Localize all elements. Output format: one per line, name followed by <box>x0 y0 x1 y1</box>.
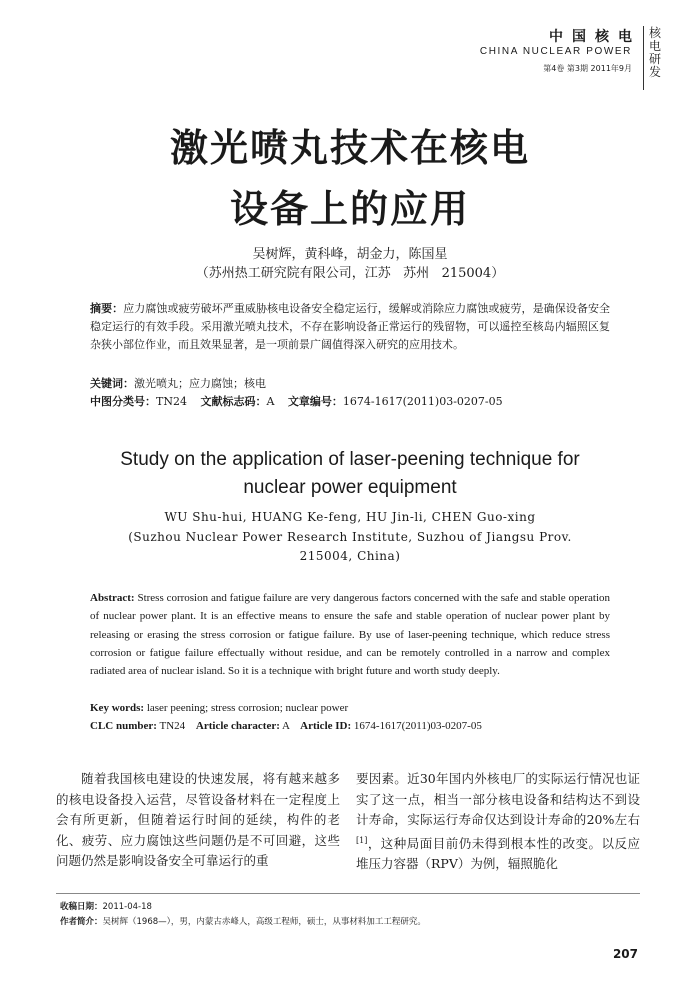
title-en-line1: Study on the application of laser-peening technique for <box>120 449 580 470</box>
page-number: 207 <box>612 947 638 961</box>
issue-info: 第4卷 第3期 2011年9月 <box>543 64 632 73</box>
body-column-right <box>356 769 640 875</box>
footnote-divider <box>56 893 640 894</box>
authors-cn: 吴树辉，黄科峰，胡金力，陈国星 <box>252 247 448 262</box>
clc-en-value: TN24 <box>159 720 186 732</box>
section-label-char: 核 <box>648 26 661 40</box>
article-no-cn-value: 1674-1617(2011)03-0207-05 <box>342 395 503 408</box>
clc-en-label: CLC number: <box>90 720 157 732</box>
keywords-en <box>90 699 348 717</box>
article-char-en-label: Article character: <box>195 720 280 732</box>
section-label-char: 电 <box>648 39 661 53</box>
abstract-en-text: Stress corrosion and fatigue failure are very dangerous factors concerned with the safe and stable operation of nuclear power plant. It is an effective means to ensure the safe and stable operation of nuclear power plant by releasing or erasing the stress corrosion or fatigue failure. By use of laser-peening technique, which reduce stress corrosion or fatigue failure effectually without residue, and can be remotely controlled in a narrow and complex radiated area of nuclear island. So it is a technique with bright future and worth study deeply. <box>90 592 610 678</box>
abstract-cn-text: 应力腐蚀或疲劳破坏严重威胁核电设备安全稳定运行，缓解或消除应力腐蚀或疲劳，是确保设备安全稳定运行的有效手段。采用激光喷丸技术，不存在影响设备正常运行的残留物，可以遥控至核岛内辐照区复杂狭小部位作业，而且效果显著，是一项前景广阔值得深入研究的应用技术。 <box>90 302 611 351</box>
doc-code-cn-label: 文献标志码： <box>200 395 267 408</box>
footnote-received <box>60 900 152 912</box>
title-en-line2: nuclear power equipment <box>243 477 457 498</box>
citation-ref[interactable]: [1] <box>356 835 368 845</box>
abstract-cn <box>90 300 610 354</box>
journal-name-cn: 中国核电 <box>549 29 641 45</box>
title-cn-line2: 设备上的应用 <box>229 186 470 231</box>
abstract-en <box>90 589 610 680</box>
affiliation-en-line2: 215004, China) <box>299 549 401 563</box>
keywords-cn-label: 关键词： <box>90 377 134 390</box>
keywords-cn <box>90 375 266 393</box>
keywords-cn-text: 激光喷丸；应力腐蚀；核电 <box>134 377 266 390</box>
abstract-en-label: Abstract: <box>90 592 135 604</box>
classification-en <box>90 717 482 735</box>
body-column-left: 随着我国核电建设的快速发展，将有越来越多的核电设备投入运营，尽管设备材料在一定程度上会有所更新，但随着运行时间的延续，构件的老化、疲劳、应力腐蚀这些问题仍是不可回避，这些问题仍然是影响设备安全可靠运行的重 <box>56 771 340 868</box>
header-divider <box>643 26 644 90</box>
footnote-author <box>60 915 426 927</box>
section-label-char: 研 <box>648 52 661 66</box>
journal-name-en: CHINA NUCLEAR POWER <box>479 46 632 57</box>
clc-cn-label: 中图分类号： <box>90 395 156 408</box>
affiliation-cn: （苏州热工研究院有限公司，江苏 苏州 215004） <box>195 266 505 281</box>
author-bio-text: 吴树辉（1968—），男，内蒙古赤峰人，高级工程师，硕士，从事材料加工工程研究。 <box>102 917 426 927</box>
section-label-vertical <box>648 27 662 79</box>
affiliation-en-line1: (Suzhou Nuclear Power Research Institute, Suzhou of Jiangsu Prov. <box>128 530 572 544</box>
body-right-text-1: 要因素。近30年国内外核电厂的实际运行情况也证实了这一点，相当一部分核电设备和结构达不到设计寿命，实际运行寿命仅达到设计寿命的20%左右 <box>356 771 640 827</box>
received-date: 2011-04-18 <box>102 902 152 912</box>
doc-code-cn-value: A <box>266 395 275 408</box>
author-bio-label: 作者简介： <box>60 917 103 927</box>
body-right-text-2: ，这种局面目前仍未得到根本性的改变。以反应堆压力容器（RPV）为例，辐照脆化 <box>356 835 640 872</box>
article-id-en-value: 1674-1617(2011)03-0207-05 <box>353 720 482 732</box>
article-char-en-value: A <box>282 720 290 732</box>
section-label-char: 发 <box>648 65 661 79</box>
keywords-en-text: laser peening; stress corrosion; nuclear power <box>146 702 349 714</box>
clc-cn-value: TN24 <box>156 395 187 408</box>
title-cn-line1: 激光喷丸技术在核电 <box>169 125 530 170</box>
article-no-cn-label: 文章编号： <box>287 395 343 408</box>
classification-cn <box>90 393 503 411</box>
keywords-en-label: Key words: <box>90 702 145 714</box>
abstract-cn-label: 摘要： <box>90 302 124 315</box>
received-label: 收稿日期： <box>60 902 103 912</box>
authors-en: WU Shu-hui, HUANG Ke-feng, HU Jin-li, CHEN Guo-xing <box>164 510 536 524</box>
article-id-en-label: Article ID: <box>300 720 352 732</box>
